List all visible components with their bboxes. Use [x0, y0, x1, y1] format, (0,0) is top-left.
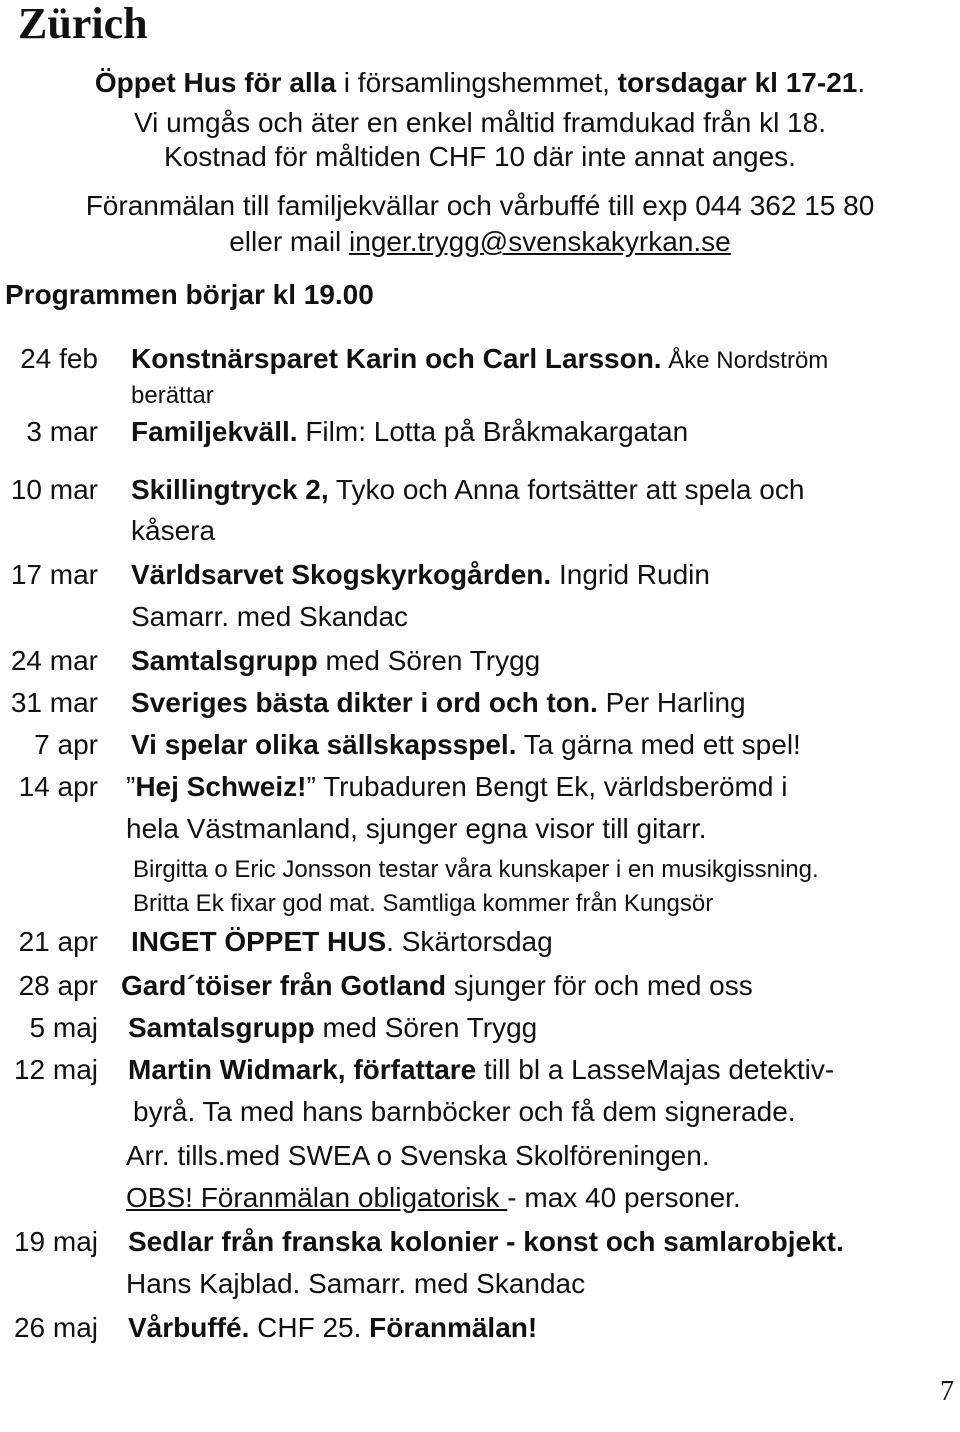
event-continuation: berättar [131, 382, 214, 409]
event-bold: Vårbuffé. [128, 1312, 250, 1343]
event-title [131, 559, 710, 591]
event-title [131, 343, 828, 375]
event-text: sjunger för och med oss [446, 970, 753, 1001]
intro-mail-label: eller mail [229, 226, 350, 257]
event-continuation [126, 1182, 741, 1214]
event-title [121, 970, 753, 1002]
event-title [131, 645, 540, 677]
event-bold: Familjekväll. [131, 416, 298, 447]
event-bold: Sedlar från franska kolonier - konst och samlarobjekt. [128, 1226, 844, 1257]
page-title: Zürich [18, 0, 148, 48]
event-date: 24 feb [20, 343, 98, 374]
event-date: 10 mar [10, 474, 98, 505]
email-link[interactable]: inger.trygg@svenskakyrkan.se [349, 226, 731, 257]
event-text: Per Harling [597, 687, 746, 718]
event-title [128, 1054, 834, 1086]
event-title [126, 771, 787, 803]
event-date: 21 apr [18, 926, 98, 957]
event-continuation: Birgitta o Eric Jonsson testar våra kunskaper i en musikgissning. [133, 856, 819, 883]
intro-location: i församlingshemmet, [336, 67, 618, 98]
event-bold: Skillingtryck 2, [131, 474, 329, 505]
event-continuation: Arr. tills.med SWEA o Svenska Skolföreningen. [126, 1140, 710, 1171]
event-bold: Konstnärsparet Karin och Carl Larsson. [131, 343, 662, 374]
event-text: Ingrid Rudin [551, 559, 710, 590]
event-continuation: Britta Ek fixar god mat. Samtliga kommer från Kungsör [133, 890, 714, 917]
event-bold: Världsarvet Skogskyrkogården. [131, 559, 552, 590]
event-bold: INGET ÖPPET HUS [131, 926, 387, 957]
event-text: till bl a LasseMajas detektiv- [476, 1054, 835, 1085]
event-title [131, 416, 688, 448]
intro-line-4: Föranmälan till familjekvällar och vårbuffé till exp 044 362 15 80 [85, 190, 875, 221]
event-bold: Hej Schweiz! [135, 771, 307, 802]
max-persons-note: - max 40 personer. [507, 1182, 741, 1213]
event-text: med Sören Trygg [314, 1012, 538, 1043]
event-bold: Martin Widmark, författare [128, 1054, 477, 1085]
event-date: 5 maj [29, 1012, 98, 1043]
event-date: 19 maj [13, 1226, 98, 1257]
event-bold: Sveriges bästa dikter i ord och ton. [131, 687, 598, 718]
event-title [128, 1226, 844, 1258]
page-number: 7 [940, 1376, 954, 1407]
event-title [131, 926, 553, 958]
event-date: 31 mar [10, 687, 98, 718]
event-continuation: byrå. Ta med hans barnböcker och få dem signerade. [133, 1096, 796, 1127]
event-bold: Samtalsgrupp [131, 645, 318, 676]
event-title [128, 1312, 537, 1344]
event-continuation: Hans Kajblad. Samarr. med Skandac [126, 1268, 586, 1299]
event-title [131, 474, 804, 506]
intro-line-5 [0, 226, 960, 258]
event-continuation: Samarr. med Skandac [131, 601, 409, 632]
event-continuation: hela Västmanland, sjunger egna visor till gitarr. [126, 813, 707, 844]
event-date: 14 apr [18, 771, 98, 802]
program-start: Programmen börjar kl 19.00 [5, 279, 374, 310]
event-text: ” Trubaduren Bengt Ek, världsberömd i [306, 771, 788, 802]
event-date: 12 maj [13, 1054, 98, 1085]
intro-line-1 [0, 67, 960, 99]
event-text: med Sören Trygg [317, 645, 541, 676]
event-date: 17 mar [10, 559, 98, 590]
event-bold-2: Föranmälan! [369, 1312, 538, 1343]
event-text: Ta gärna med ett spel! [516, 729, 801, 760]
event-text: Tyko och Anna fortsätter att spela och [328, 474, 805, 505]
event-text: CHF 25. [249, 1312, 370, 1343]
event-text: Åke Nordström [661, 347, 829, 374]
registration-required-note: OBS! Föranmälan obligatorisk [126, 1182, 508, 1213]
event-date: 24 mar [10, 645, 98, 676]
event-bold: Vi spelar olika sällskapsspel. [131, 729, 517, 760]
event-title [128, 1012, 537, 1044]
intro-open-house: Öppet Hus för alla [94, 67, 337, 98]
intro-period: . [857, 67, 866, 98]
event-title [131, 687, 746, 719]
event-quote: ” [126, 771, 136, 802]
event-text: . Skärtorsdag [386, 926, 553, 957]
intro-line-2: Vi umgås och äter en enkel måltid framdukad från kl 18. [133, 107, 827, 138]
event-date: 28 apr [18, 970, 98, 1001]
event-text: Film: Lotta på Bråkmakargatan [297, 416, 689, 447]
intro-line-3: Kostnad för måltiden CHF 10 där inte annat anges. [164, 141, 796, 172]
event-bold: Gard´töiser från Gotland [121, 970, 447, 1001]
event-date: 26 maj [13, 1312, 98, 1343]
event-date: 3 mar [26, 416, 98, 447]
event-bold: Samtalsgrupp [128, 1012, 315, 1043]
event-continuation: kåsera [131, 515, 216, 546]
intro-time: torsdagar kl 17-21 [617, 67, 858, 98]
event-title [131, 729, 801, 761]
event-date: 7 apr [34, 729, 98, 760]
